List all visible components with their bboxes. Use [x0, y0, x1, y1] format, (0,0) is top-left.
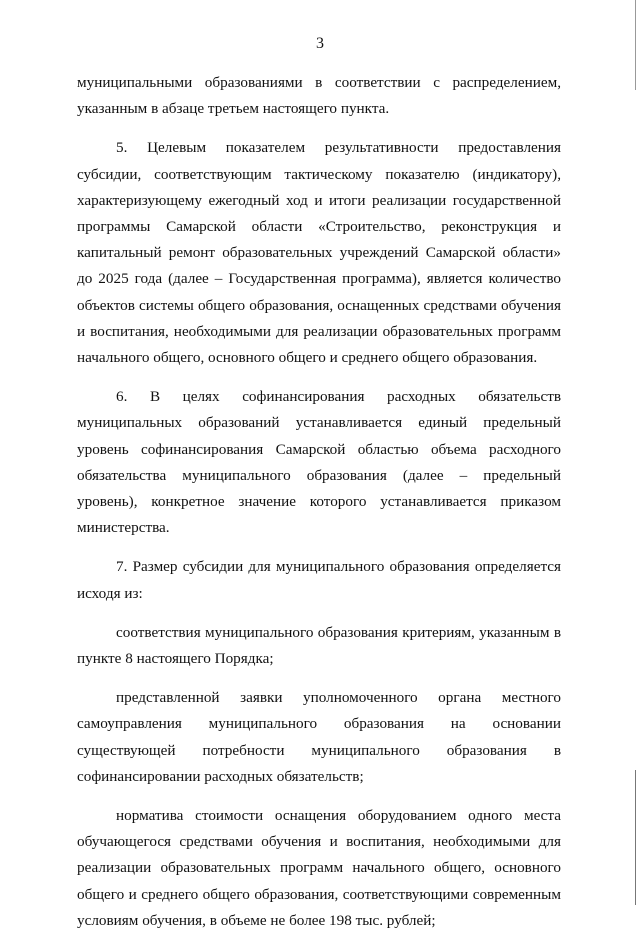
- paragraph-item-5: 5. Целевым показателем результативности предоставления субсидии, соответствующим тактическому показателю (индикатору), характеризующему ежегодный ход и итоги реализации государственной программы Самарской области «Строительство, реконструкция и капитальный ремонт образовательных учреждений Самарской области» до 2025 года (далее – Государственная программа), является количество объектов системы общего образования, оснащенных средствами обучения и воспитания, необходимыми для реализации образовательных программ начального общего, основного общего и среднего общего образования.: [77, 139, 561, 367]
- scan-edge-line-bottom: [635, 770, 636, 905]
- paragraph-criteria: соответствия муниципального образования критериям, указанным в пункте 8 настоящего Порядка;: [77, 623, 561, 668]
- paragraph-item-7: 7. Размер субсидии для муниципального образования определяется исходя из:: [77, 558, 561, 602]
- paragraph-continuation: муниципальными образованиями в соответствии с распределением, указанным в абзаце третьем настоящего пункта.: [77, 74, 561, 118]
- paragraph-item-6: 6. В целях софинансирования расходных обязательств муниципальных образований устанавливается единый предельный уровень софинансирования Самарской областью объема расходного обязательства муниципального образования (далее – предельный уровень), конкретное значение которого устанавливается приказом министерства.: [77, 388, 561, 537]
- page-number: 3: [316, 35, 324, 52]
- paragraph-cost-norm: норматива стоимости оснащения оборудованием одного места обучающегося средствами обучения и воспитания, необходимыми для реализации образовательных программ начального общего, основного общего и среднего общего образования, соответствующими современным условиям обучения, в объеме не более 198 тыс. рублей;: [77, 807, 561, 929]
- document-body: [77, 70, 561, 934]
- scan-edge-line-top: [635, 0, 636, 90]
- paragraph-application: представленной заявки уполномоченного органа местного самоуправления муниципального образования на основании существующей потребности муниципального образования в софинансировании расходных обязательств;: [77, 689, 561, 785]
